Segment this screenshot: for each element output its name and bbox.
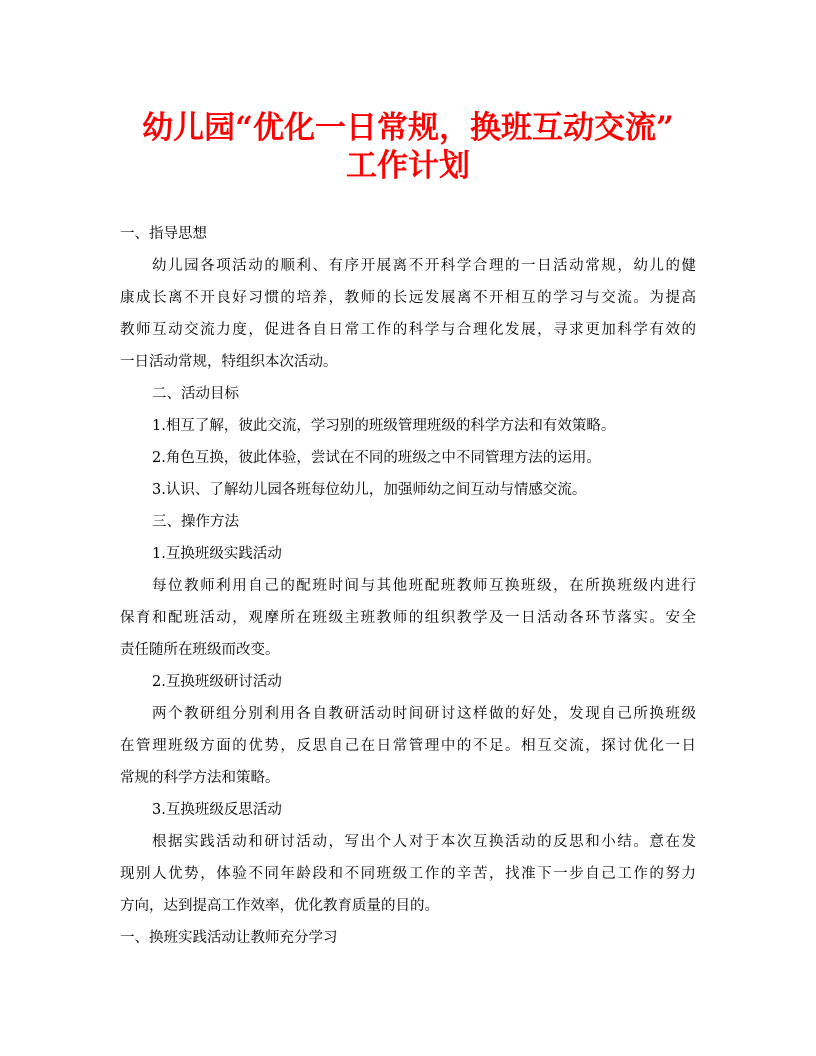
list-item-goal-1: 1.相互了解，彼此交流，学习别的班级管理班级的科学方法和有效策略。 xyxy=(152,418,616,434)
paragraph-line: 在管理班级方面的优势，反思自己在日常管理中的不足。相互交流，探讨优化一日 xyxy=(120,738,696,754)
document-title-line-2: 工作计划 xyxy=(346,148,470,184)
document-body xyxy=(120,218,696,954)
paragraph-line: 责任随所在班级而改变。 xyxy=(120,642,280,658)
section-heading-guiding-ideology: 一、指导思想 xyxy=(120,226,207,242)
subheading-discussion: 2.互换班级研讨活动 xyxy=(152,674,282,690)
paragraph-line: 康成长离不开良好习惯的培养，教师的长远发展离不开相互的学习与交流。为提高 xyxy=(120,290,696,306)
paragraph-line: 幼儿园各项活动的顺利、有序开展离不开科学合理的一日活动常规，幼儿的健 xyxy=(152,258,696,274)
list-item-goal-3: 3.认识、了解幼儿园各班每位幼儿，加强师幼之间互动与情感交流。 xyxy=(152,482,587,498)
list-item-goal-2: 2.角色互换，彼此体验，尝试在不同的班级之中不同管理方法的运用。 xyxy=(152,450,601,466)
section-heading-methods: 三、操作方法 xyxy=(152,514,239,530)
paragraph-line: 现别人优势，体验不同年龄段和不同班级工作的辛苦，找准下一步自己工作的努力 xyxy=(120,866,696,882)
paragraph-line: 保育和配班活动，观摩所在班级主班教师的组织教学及一日活动各环节落实。安全 xyxy=(120,610,696,626)
paragraph-line: 一日活动常规，特组织本次活动。 xyxy=(120,354,338,370)
section-heading-practice-learning: 一、换班实践活动让教师充分学习 xyxy=(120,930,338,946)
paragraph-line: 每位教师利用自己的配班时间与其他班配班教师互换班级，在所换班级内进行 xyxy=(152,578,696,594)
subheading-reflection: 3.互换班级反思活动 xyxy=(152,802,282,818)
document-title-line-1: 幼儿园“优化一日常规，换班互动交流” xyxy=(142,110,674,146)
paragraph-line: 两个教研组分别利用各自教研活动时间研讨这样做的好处，发现自己所换班级 xyxy=(152,706,696,722)
paragraph-line: 根据实践活动和研讨活动，写出个人对于本次互换活动的反思和小结。意在发 xyxy=(152,834,696,850)
subheading-practice: 1.互换班级实践活动 xyxy=(152,546,282,562)
section-heading-activity-goals: 二、活动目标 xyxy=(152,386,239,402)
paragraph-line: 方向，达到提高工作效率，优化教育质量的目的。 xyxy=(120,898,439,914)
paragraph-line: 常规的科学方法和策略。 xyxy=(120,770,280,786)
paragraph-line: 教师互动交流力度，促进各自日常工作的科学与合理化发展，寻求更加科学有效的 xyxy=(120,322,696,338)
